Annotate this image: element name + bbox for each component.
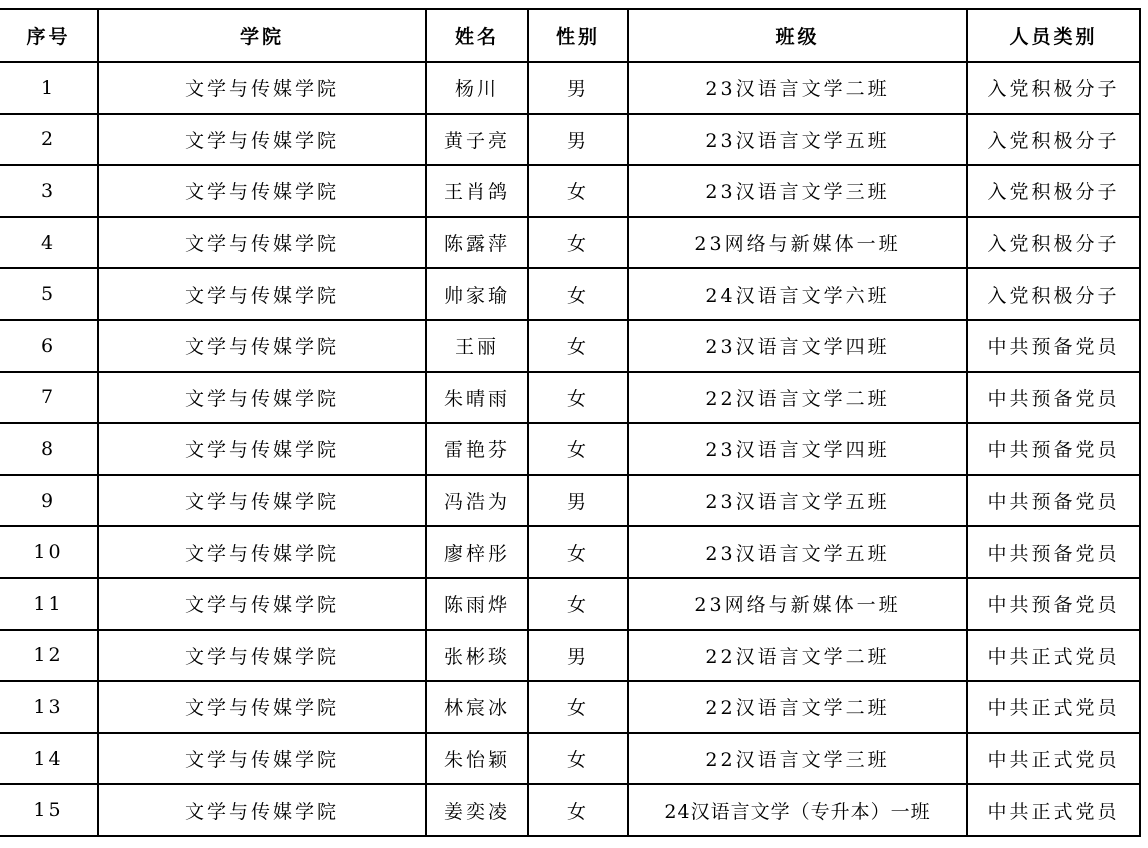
class-cell: 23汉语言文学四班 bbox=[628, 320, 967, 372]
college-cell: 文学与传媒学院 bbox=[98, 165, 426, 217]
gender-cell: 女 bbox=[528, 423, 628, 475]
class-cell: 24汉语言文学（专升本）一班 bbox=[628, 784, 967, 836]
college-cell: 文学与传媒学院 bbox=[98, 320, 426, 372]
gender-cell: 女 bbox=[528, 526, 628, 578]
college-cell: 文学与传媒学院 bbox=[98, 733, 426, 785]
table-row bbox=[0, 733, 1140, 785]
gender-cell: 女 bbox=[528, 681, 628, 733]
index-cell: 11 bbox=[0, 578, 98, 630]
class-cell: 23网络与新媒体一班 bbox=[628, 217, 967, 269]
index-cell: 15 bbox=[0, 784, 98, 836]
header-gender: 性别 bbox=[528, 9, 628, 62]
header-row bbox=[0, 9, 1140, 62]
class-cell: 23汉语言文学五班 bbox=[628, 526, 967, 578]
header-class: 班级 bbox=[628, 9, 967, 62]
table-row bbox=[0, 165, 1140, 217]
college-cell: 文学与传媒学院 bbox=[98, 681, 426, 733]
table-row bbox=[0, 784, 1140, 836]
college-cell: 文学与传媒学院 bbox=[98, 372, 426, 424]
class-cell: 23汉语言文学五班 bbox=[628, 114, 967, 166]
college-cell: 文学与传媒学院 bbox=[98, 526, 426, 578]
class-cell: 23汉语言文学三班 bbox=[628, 165, 967, 217]
class-cell: 23汉语言文学四班 bbox=[628, 423, 967, 475]
table-row bbox=[0, 372, 1140, 424]
category-cell: 中共正式党员 bbox=[967, 784, 1140, 836]
name-cell: 王肖鸽 bbox=[426, 165, 528, 217]
class-cell: 22汉语言文学二班 bbox=[628, 630, 967, 682]
index-cell: 5 bbox=[0, 268, 98, 320]
name-cell: 黄子亮 bbox=[426, 114, 528, 166]
category-cell: 入党积极分子 bbox=[967, 165, 1140, 217]
name-cell: 雷艳芬 bbox=[426, 423, 528, 475]
name-cell: 朱怡颖 bbox=[426, 733, 528, 785]
index-cell: 2 bbox=[0, 114, 98, 166]
index-cell: 14 bbox=[0, 733, 98, 785]
category-cell: 中共预备党员 bbox=[967, 372, 1140, 424]
index-cell: 1 bbox=[0, 62, 98, 114]
college-cell: 文学与传媒学院 bbox=[98, 268, 426, 320]
category-cell: 入党积极分子 bbox=[967, 268, 1140, 320]
index-cell: 4 bbox=[0, 217, 98, 269]
gender-cell: 女 bbox=[528, 217, 628, 269]
name-cell: 廖梓彤 bbox=[426, 526, 528, 578]
college-cell: 文学与传媒学院 bbox=[98, 630, 426, 682]
table-row bbox=[0, 578, 1140, 630]
gender-cell: 男 bbox=[528, 475, 628, 527]
class-cell: 24汉语言文学六班 bbox=[628, 268, 967, 320]
college-cell: 文学与传媒学院 bbox=[98, 475, 426, 527]
gender-cell: 女 bbox=[528, 784, 628, 836]
index-cell: 12 bbox=[0, 630, 98, 682]
class-cell: 23汉语言文学二班 bbox=[628, 62, 967, 114]
college-cell: 文学与传媒学院 bbox=[98, 114, 426, 166]
category-cell: 中共正式党员 bbox=[967, 733, 1140, 785]
class-cell: 22汉语言文学二班 bbox=[628, 681, 967, 733]
name-cell: 姜奕凌 bbox=[426, 784, 528, 836]
category-cell: 中共正式党员 bbox=[967, 630, 1140, 682]
header-college: 学院 bbox=[98, 9, 426, 62]
name-cell: 陈雨烨 bbox=[426, 578, 528, 630]
header-index: 序号 bbox=[0, 9, 98, 62]
member-table bbox=[0, 8, 1141, 837]
class-cell: 22汉语言文学三班 bbox=[628, 733, 967, 785]
table-row bbox=[0, 268, 1140, 320]
gender-cell: 男 bbox=[528, 62, 628, 114]
index-cell: 13 bbox=[0, 681, 98, 733]
index-cell: 9 bbox=[0, 475, 98, 527]
name-cell: 帅家瑜 bbox=[426, 268, 528, 320]
college-cell: 文学与传媒学院 bbox=[98, 423, 426, 475]
table-row bbox=[0, 526, 1140, 578]
index-cell: 6 bbox=[0, 320, 98, 372]
gender-cell: 女 bbox=[528, 320, 628, 372]
table-row bbox=[0, 681, 1140, 733]
name-cell: 陈露萍 bbox=[426, 217, 528, 269]
table-row bbox=[0, 217, 1140, 269]
gender-cell: 女 bbox=[528, 268, 628, 320]
gender-cell: 男 bbox=[528, 630, 628, 682]
table-row bbox=[0, 320, 1140, 372]
college-cell: 文学与传媒学院 bbox=[98, 62, 426, 114]
category-cell: 中共预备党员 bbox=[967, 578, 1140, 630]
class-cell: 22汉语言文学二班 bbox=[628, 372, 967, 424]
name-cell: 张彬琰 bbox=[426, 630, 528, 682]
college-cell: 文学与传媒学院 bbox=[98, 784, 426, 836]
gender-cell: 女 bbox=[528, 578, 628, 630]
category-cell: 中共正式党员 bbox=[967, 681, 1140, 733]
class-cell: 23汉语言文学五班 bbox=[628, 475, 967, 527]
header-category: 人员类别 bbox=[967, 9, 1140, 62]
gender-cell: 女 bbox=[528, 733, 628, 785]
index-cell: 10 bbox=[0, 526, 98, 578]
name-cell: 王丽 bbox=[426, 320, 528, 372]
gender-cell: 男 bbox=[528, 114, 628, 166]
category-cell: 入党积极分子 bbox=[967, 217, 1140, 269]
table-row bbox=[0, 62, 1140, 114]
index-cell: 8 bbox=[0, 423, 98, 475]
table-row bbox=[0, 423, 1140, 475]
category-cell: 入党积极分子 bbox=[967, 114, 1140, 166]
table-row bbox=[0, 475, 1140, 527]
gender-cell: 女 bbox=[528, 372, 628, 424]
index-cell: 7 bbox=[0, 372, 98, 424]
name-cell: 冯浩为 bbox=[426, 475, 528, 527]
header-name: 姓名 bbox=[426, 9, 528, 62]
index-cell: 3 bbox=[0, 165, 98, 217]
name-cell: 杨川 bbox=[426, 62, 528, 114]
gender-cell: 女 bbox=[528, 165, 628, 217]
table-row bbox=[0, 630, 1140, 682]
category-cell: 中共预备党员 bbox=[967, 423, 1140, 475]
class-cell: 23网络与新媒体一班 bbox=[628, 578, 967, 630]
category-cell: 中共预备党员 bbox=[967, 526, 1140, 578]
college-cell: 文学与传媒学院 bbox=[98, 578, 426, 630]
college-cell: 文学与传媒学院 bbox=[98, 217, 426, 269]
category-cell: 入党积极分子 bbox=[967, 62, 1140, 114]
name-cell: 朱晴雨 bbox=[426, 372, 528, 424]
name-cell: 林宸冰 bbox=[426, 681, 528, 733]
table-row bbox=[0, 114, 1140, 166]
category-cell: 中共预备党员 bbox=[967, 320, 1140, 372]
category-cell: 中共预备党员 bbox=[967, 475, 1140, 527]
